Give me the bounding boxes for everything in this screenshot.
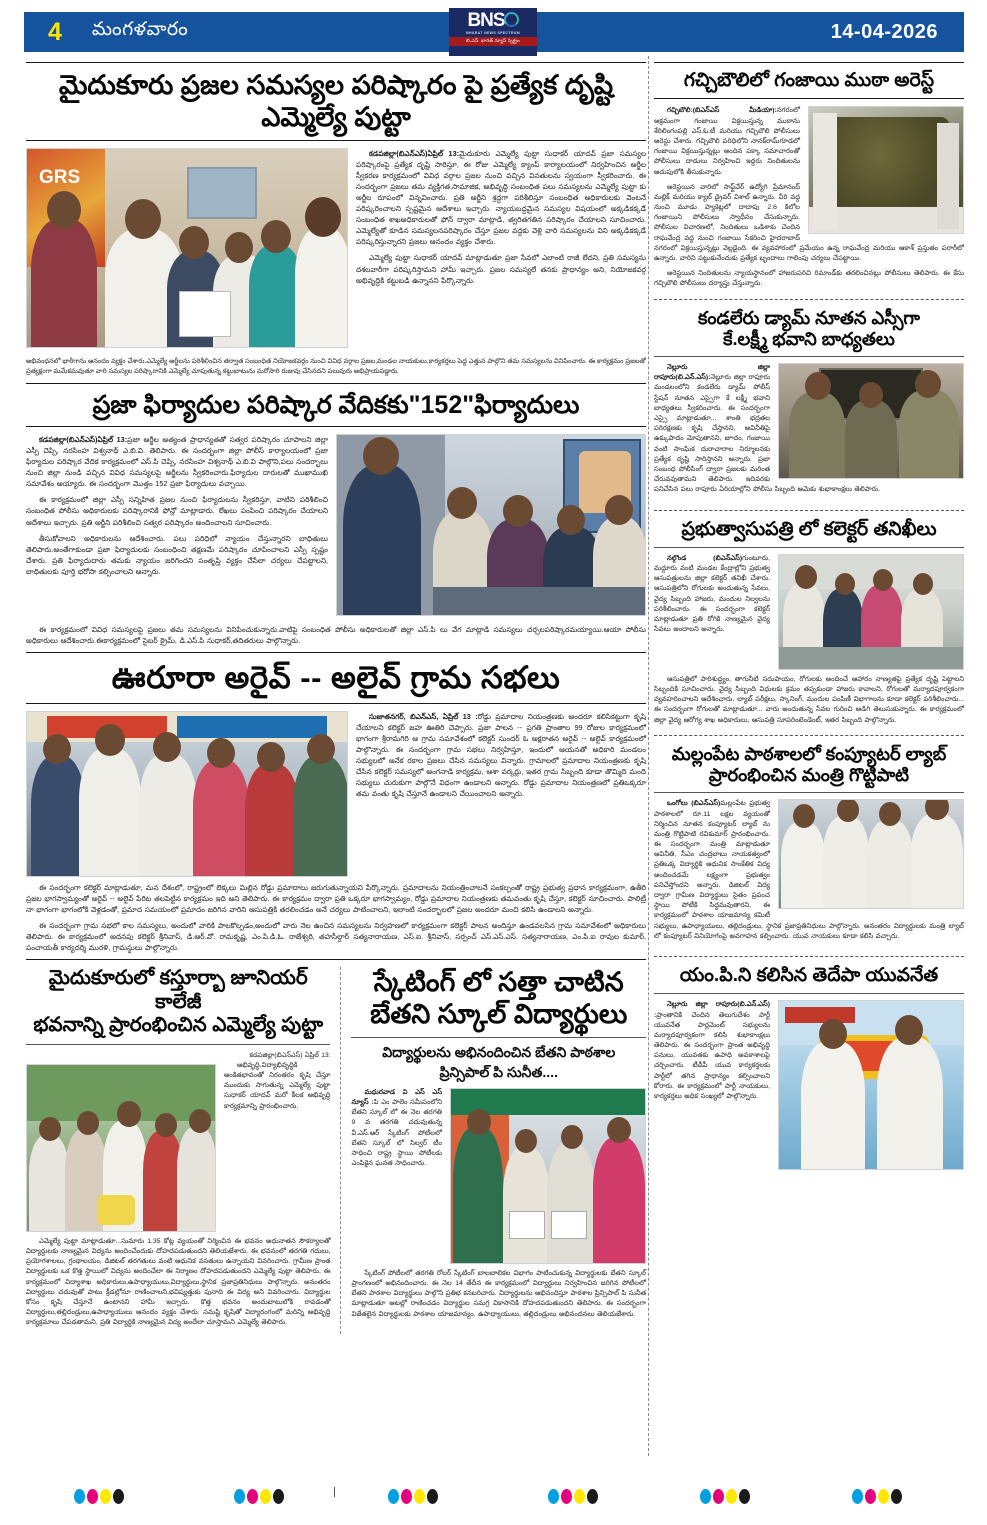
reg-dot-yellow [726, 1489, 737, 1504]
dateline: గచ్చిబౌలి:(బిఎన్ఎస్ మీడియా): [667, 107, 777, 115]
divider [654, 299, 964, 300]
figure [877, 1037, 943, 1169]
body-para-2: ఈ కార్యక్రమంలో జిల్లా ఎస్పీ సన్నిహిత ప్రజల నుంచి ఫిర్యాదులను స్వీకరిస్తూ, వాటిని పరిశీలించి సంబంధిత పోలీసు అధికారులకు పరిష్కారానికి ఫోన్లో మాట్లాడారు. లేఖలు పంపించి పరిష్కారం చేయాలని ఆదేశాలు ఇచ్చారు. ప్రతి అర్జీని పరిశీలించి సత్వర పరిష్కారం అందించాలని సూచించారు. [26, 495, 328, 527]
body-para-3: ఈ సందర్భంగా గ్రామ సభలో కాల సమస్యలు, అందులో వారికి పాలకొల్పడం,అందులో వారు నెల ఉంచిన సమస్యలను నిర్వహణలో కార్యక్రమంగా కలెక్టర్ పాలన అందిస్తూ ఉండవలసిన గ్రామ సమావేశంలో అధికారులు తెలిపారు. ఈ కార్యక్రమంలో అదనపు కలెక్టర్ శ్రీనివాస్, డి.ఆర్.వో. రామకృష్ణ, ఎం.పి.డి.ఓ. రాజేశ్వరి, తహసీల్దార్ సత్యనారాయణ, ఎస్.ఐ. శ్రీనివాస్, సర్పంచ్ ఎస్.ఎస్.ఎస్. సత్యనారాయణ, ఎం.పి.ఐ రావుల కుమార్, పంచాయతీ కార్యదర్శి మురళి, గ్రామస్థులు పాల్గొన్నారు. [26, 920, 646, 953]
figure-head [225, 232, 253, 263]
subhead-skating-line1: విద్యార్థులను అభినందించిన బేతని పాఠశాల [382, 1043, 616, 1060]
figure-head [859, 382, 883, 408]
article-praja-firyadulu [26, 383, 646, 647]
body-para-4: ఈ కార్యక్రమంలో వివిధ సమస్యలపై ప్రజలు తమ సమస్యలను వినిపించుకున్నారు.వాటిపై సంబంధిత పోలీసు అధికారులతో జిల్లా ఎస్.పి లు వేగ మాట్లాడి సమస్యలు చర్చలపరిష్కారమయ్యాయి.ఆయా పోలీసు అధికారులు ఆదేశించారు.ఈకార్యక్రమంలో సైబర్ క్రైమ్, డి.ఎస్.పి సుధాకర్,తదితరులు పాల్గొన్నారు. [26, 625, 646, 646]
figure-head [125, 199, 161, 239]
reg-dot-black [891, 1489, 902, 1504]
article-mp-tdp-youth [654, 956, 964, 1175]
reg-dot-magenta [865, 1489, 876, 1504]
figure-head [447, 487, 477, 519]
figure [899, 390, 959, 478]
reg-dot-cyan [74, 1489, 85, 1504]
body-para-1: ప్రజా అర్జీల అత్యంత ప్రాధాన్యతతో సత్వర పరిష్కారం చూపాలని జిల్లా ఎస్పీ చెప్పి, నరసింహ విశ్వనాథ్ ఎ.బి.వి. తెలిపారు. ఈ సందర్భంగా జిల్లా పోలీస్ కార్యాలయంలో ప్రజా ఫిర్యాదుల పరిష్కార వేదిక కార్యక్రమంలో ఎస్.పి చెప్పి, నరసింహ విశ్వనాథ్ ఎ.బి.వి పాల్గొని,పలు సందర్భాలు నుంచి జిల్లా నుండి వచ్చిన వివిధ సమస్యలపై అర్జీలను స్వీకరించారు.ఫిర్యాదుల దారులతో ముఖాముఖి సమావేశం అయ్యారు. ఈ సందర్భంగా మొత్తం 152 ప్రజా ఫిర్యాదులు వచ్చాయి. [26, 435, 328, 489]
headline-mp-tdp: యం.పి.ని కలిసిన తెదేపా యువనేత [679, 964, 939, 986]
figure-head [561, 1125, 583, 1149]
body-para-1: నెల్లూరు జిల్లా రాపూరు మండలంలోని కండలేరు డ్యామ్ పోలీస్ స్టేషన్ నూతన ఎస్సైగా కే లక్ష్మీ భవాని బాధ్యతలు స్వీకరించారు. ఈ సందర్భంగా ఎస్సై మాట్లాడుతూ... శాంతి భద్రతల పరిరక్షణకు కృషి చేస్తానని, అవినీతిపై ఉక్కుపాదం మోపుతానని, జూదం, గంజాయి వంటి సాంఘిక దురాచారాల నిర్మూలనకు ప్రత్యేక దృష్టి సారిస్తానని అన్నారు. ప్రజా సంబంధ పోలీసింగ్ ద్వారా ప్రజలకు మరింత చేరువవుతామని తెలిపారు. ఇదివరకు పనిచేసిన పలు రాపూరు ఏరియాల్లోని పోలీసు సిబ్బంది ఆమెకు శుభాకాంక్షలు తెలిపారు. [654, 374, 880, 494]
photo-mp-meeting [778, 1000, 964, 1170]
figure [547, 1143, 595, 1263]
body-para-1: ప్రాంతానికి చెందిన తెలుగుదేశం పార్టీ యువనేత పార్లమెంట్ సభ్యులను మర్యాదపూర్వకంగా కలిసి శుభాకాంక్షలు తెలిపారు. ఈ సందర్భంగా ప్రాంత అభివృద్ధి పనులు, యువతకు ఉపాధి అవకాశాలపై చర్చించారు. టీడీపీ యువ కార్యకర్తలకు పార్టీలో తగిన ప్రాధాన్యం కల్పించాలని కోరారు. ఈ కార్యక్రమంలో పార్టీ నాయకులు, కార్యకర్తలు అధిక సంఖ్యలో పాల్గొన్నారు. [654, 1011, 770, 1101]
article-kandaleru [654, 299, 964, 501]
reg-dot-cyan [700, 1489, 711, 1504]
reg-dot-yellow [574, 1489, 585, 1504]
figure-head [47, 191, 81, 229]
registration-strip [0, 1489, 987, 1511]
figure [503, 1147, 549, 1263]
divider [26, 140, 646, 141]
dateline: కడపజిల్లా(బిఎన్ఎస్) ఏప్రిల్ 13: [249, 1051, 331, 1059]
divider [654, 956, 964, 957]
figure [593, 1137, 645, 1263]
reg-dot-black [739, 1489, 750, 1504]
reg-group-4 [548, 1489, 598, 1504]
dateline: కడపజిల్లా(బిఎన్ఎస్)ఏప్రిల్ 13: [369, 148, 460, 158]
divider [26, 383, 646, 384]
figure-head [95, 724, 125, 756]
figure-head [873, 569, 893, 591]
reg-dot-yellow [414, 1489, 425, 1504]
photo-hospital-inspection [778, 554, 964, 670]
body-para-1: మల్లంపేట ప్రభుత్వ పాఠశాలలో రూ.11 లక్షల వ్యయంతో నిర్మించిన నూతన కంప్యూటర్ ల్యాబ్ ను మంత్రి గొట్టిపాటి రవికుమార్ ప్రారంభించారు. ఈ సందర్భంగా మంత్రి మాట్లాడుతూ అవినీతి, సీఎం చంద్రబాబు నాయకత్వంలో ప్రతిఒక్క విద్యార్థికి ఆధునిక సాంకేతిక విద్య అందించడమే లక్ష్యంగా ప్రభుత్వం పనిచేస్తోందని అన్నారు. డిజిటల్ విద్య ద్వారా గ్రామీణ విద్యార్థులు సైతం ప్రపంచ స్థాయి పోటీకి సిద్ధమవుతారని, ఈ కార్యక్రమంలో పాఠశాల యాజమాన్య కమిటీ సభ్యులు, ఉపాధ్యాయులు, తల్లిదండ్రులు, స్థానిక ప్రజాప్రతినిధులు పాల్గొన్నారు. అనంతరం విద్యార్థులకు మంత్రి ల్యాబ్ లో కంప్యూటర్ వినియోగంపై అవగాహన కల్పించారు. యువ నాయకులు కూడా కలిసి వచ్చారు. [654, 800, 964, 940]
dateline: మధురవాడ వి ఎస్ ఎస్ న్యూస్ : [351, 1088, 442, 1107]
figure-head [915, 370, 941, 398]
dateline: నెల్లూరు జిల్లా రాపూరు(బి.ఎన్.ఎస్) : [654, 1001, 770, 1019]
dateline: ఒంగోలు (బిఎన్ఎస్) [667, 800, 721, 808]
photo-police-grievance [336, 434, 646, 616]
divider [654, 62, 964, 63]
logo-subtitle: BHARAT NEWS SPECTRUM [466, 31, 520, 35]
figure-head [835, 573, 855, 595]
masthead [24, 12, 964, 52]
right-column [654, 56, 964, 1175]
reg-group-1 [74, 1489, 124, 1504]
figure [789, 392, 845, 478]
figure [911, 814, 963, 908]
reg-dot-cyan [852, 1489, 863, 1504]
kasturba-dateline-line [26, 1051, 330, 1061]
headline-kandaleru-line2: కే.లక్ష్మీ భవాని బాధ్యతలు [723, 328, 895, 349]
reg-dot-cyan [388, 1489, 399, 1504]
figure [867, 820, 913, 908]
main-column [26, 56, 646, 1334]
figure-head [43, 734, 71, 764]
figure [453, 1127, 503, 1263]
body-kasturba-cont [26, 1237, 330, 1329]
body-para-2: ఎమ్మెల్యే పుట్టా సుధాకర్ యాదవ్ మాట్లాడుతూ ప్రజా సేవలో ఎలాంటి రాజీ లేదని, ప్రతి సమస్యను దశలవారీగా పరిష్కరిస్తామని హామీ ఇచ్చారు. ప్రజల సమస్యలే తనకు ప్రాధాన్యం అని, నియోజకవర్గ అభివృద్ధికి కట్టుబడి ఉన్నానని పేర్కొన్నారు. [356, 253, 646, 285]
figure-head [207, 738, 235, 768]
figure-head [261, 220, 291, 253]
figure-head [503, 495, 533, 527]
divider [654, 792, 964, 793]
body-ganja-cont [654, 269, 964, 289]
body-praja-firyadulu-tail [26, 624, 646, 646]
headline-mallampet-line2: ప్రారంభించిన మంత్రి గొట్టిపాటి [708, 765, 910, 786]
logo-wordmark [467, 11, 518, 30]
body-para-3: తీసుకోవాలని అధికారులను ఆదేశించారు. పలు పరిధిలో న్యాయం చేస్తున్నారని బాధితులు తెలిపారు.అంతేగాకుండా ప్రజా ఫిర్యాదులకు సంబంధించి తక్షణమే పరిష్కారం చూపించాలని ఎస్పీ స్పష్టం చేశారు. ప్రతి ఫిర్యాదుదారు తమకు న్యాయం జరిగిందని సంతృప్తి వ్యక్తం చేసేలా చర్యలు చేపట్టాలని, బాధితులకు పూర్తి భరోసా కల్పించాలని అన్నారు. [26, 533, 328, 576]
reg-dot-magenta [87, 1489, 98, 1504]
figure-head [805, 372, 831, 400]
figure-head [257, 742, 285, 772]
bottom-subcolumns [26, 967, 646, 1333]
dateline: నెల్లూరు జిల్లా రాపూరు(బి.ఎన్.ఎస్): [654, 364, 770, 382]
reg-group-3 [388, 1489, 438, 1504]
reg-dot-cyan [234, 1489, 245, 1504]
figure-head [39, 1117, 61, 1141]
divider [26, 959, 646, 960]
body-para-1: నగరంలో అక్రమంగా గంజాయి విక్రయిస్తున్న ముఠాను శేరిలింగంపల్లి ఎస్.ఓ.టీ మరియు గచ్చిబౌలి పోలీసులు అరెస్టు చేశారు. గచ్చిబౌలి పరిధిలోని నానక్‌రామ్‌గూడలో గంజాయి విక్రయిస్తున్నట్లు అందిన పక్కా సమాచారంతో పోలీసులు దాడులు నిర్వహించి ఇద్దరు నిందితులను అదుపులోకి తీసుకున్నారు. [654, 107, 800, 176]
article-mydukur-mla [26, 62, 646, 377]
figure [177, 1127, 216, 1231]
logo-telugu-strip: బి.ఎన్. భారత్ న్యూస్ స్పెక్ట్రం [449, 37, 537, 46]
figure-head [515, 1129, 537, 1153]
dateline: సుజాతనగర్, బిఎన్ఎస్, ఏప్రిల్ 13 : [369, 711, 478, 721]
article-skating [351, 967, 646, 1333]
article-kasturba [26, 967, 330, 1333]
divider [26, 652, 646, 653]
figure [801, 1041, 865, 1169]
headline-ganja: గచ్చిబౌలిలో గంజాయి ముఠా అరెస్ట్ [683, 70, 935, 91]
headline-skating-line1: స్కేటింగ్ లో సత్తా చాటిన [373, 967, 624, 998]
reg-dot-cyan [548, 1489, 559, 1504]
figure [193, 760, 249, 876]
article-collector-inspection [654, 510, 964, 726]
reg-dot-magenta [561, 1489, 572, 1504]
divider [26, 1044, 330, 1045]
figure-head [77, 1111, 99, 1135]
photo-kandaleru-si [778, 363, 964, 479]
figure-head [467, 1109, 491, 1135]
figure-head [179, 226, 209, 259]
masthead-day-label: మంగళవారం [91, 19, 189, 40]
figure-head [363, 437, 399, 475]
photo-skating-winners [450, 1088, 646, 1264]
column-divider [648, 56, 649, 1456]
bns-logo [449, 8, 537, 56]
body-skating-cont [351, 1269, 646, 1320]
body-para-1: మైదుకూరు ఎమ్మెల్యే పుట్టా సుధాకర్ యాదవ్ ప్రజా సమస్యల పరిష్కారంపై ప్రత్యేక దృష్టి సారిస్తూ, ఈ రోజు ఎమ్మెల్యే క్యాంప్ కార్యాలయంలో నిర్వహించిన అర్జీల స్వీకరణ కార్యక్రమంలో వివిధ వర్గాల ప్రజల నుంచి వచ్చిన వినతులను స్వయంగా స్వీకరించారు. ఈ సందర్భంగా ప్రజలు తమ వ్యక్తిగత,సామాజిక, అభివృద్ధి సంబంధిత పలు సమస్యలను ఎమ్మెల్యే పుట్టా కు అర్జీల రూపంలో విన్నవించారు. ప్రతి అర్జీని శ్రద్ధగా పరిశీలిస్తూ సంబంధిత అధికారులకు వెంటనే పరిష్కరించాలని స్పష్టమైన ఆదేశాలు ఇచ్చారు. న్యాయబద్ధమైన సమస్యల విషయంలో అక్కడికక్కడే సంబంధిత శాఖఅధికారులతో ఫోన్ ద్వారా మాట్లాడి, త్వరితగతిన పరిష్కారం చేయాలని సూచించారు. ఎమ్మెల్యేతో కూడిన సమస్యలనపరిష్కారం చేస్తూ ప్రజల వద్దకు వెళ్లి వారి సమస్యలను విని అక్కడికక్కడే పరిష్కరిస్తున్నారని ప్రజలు ఆనందం వ్యక్తం చేశారు. [356, 148, 646, 247]
subhead-skating-line2: ప్రిన్సిపాల్ పి సునీత.... [439, 1064, 558, 1081]
figure [781, 822, 825, 908]
reg-group-2 [234, 1489, 284, 1504]
figure [31, 219, 97, 347]
figure-head [189, 1109, 211, 1133]
figure-head [607, 1117, 631, 1143]
article-ganja-arrest [654, 62, 964, 290]
subcolumn-divider [340, 967, 341, 1333]
figure-head [795, 565, 817, 589]
logo-text: BNS [467, 10, 505, 31]
divider [654, 356, 964, 357]
reg-dot-magenta [713, 1489, 724, 1504]
body-para-2: ఎమ్మెల్యే పుట్టా మాట్లాడుతూ...సుమారు 1.35 కోట్ల వ్యయంతో నిర్మించిన ఈ భవనం అధునాతన సౌకర్యాలతో విద్యార్థులకు నాణ్యమైన విద్యను అందించేందుకు దోహదపడుతుందని తెలియజేశారు. ఈ భవనంలో తరగతి గదులు, ప్రయోగశాలలు, గ్రంథాలయం, డిజిటల్ తరగతులు వంటి ఆధునిక వసతులు ఉన్నాయని వివరించారు. గ్రామీణ ప్రాంత విద్యార్థులకు ఒక కొత్త స్థాయిలో విద్యను అందించేలా ఈ నిర్మాణం దోహదపడుతుందని ఎమ్మెల్యే పుట్టా తెలిపారు. ఈ కార్యక్రమంలో విద్యాశాఖ అధికారులు,ఉపాధ్యాయులు,విద్యార్థులు,స్థానిక ప్రజాప్రతినిధులు పాల్గొన్నారు. అనంతరం విద్యార్థులు చదువుతో పాటు క్రీడల్లోనూ రాణించాలని,భవిష్యత్తుకు పునాది ఈ విద్య అని వివరించారు. విద్యార్థుల కోసం కృషి చేస్తూనే ఉంటానని హామీ ఇచ్చారు. కొత్త భవనం అందుబాటులోకి రావడంతో విద్యార్థులు,తల్లిదండ్రులు,ఉపాధ్యాయులు ఆనందం వ్యక్తం చేశారు. సమష్టి కృషితో విద్యారంగంలో మరిన్ని అభివృద్ధి కార్యక్రమాలు చేపడతామని, ప్రతి విద్యార్థికి నాణ్యమైన విద్య అందేలా చూస్తామని ఎమ్మెల్యే తెలిపారు. [26, 1237, 331, 1327]
headline-mydukur-mla: మైదుకూరు ప్రజల సమస్యల పరిష్కారం పై ప్రత్యేక దృష్టి ఎమ్మెల్యే పుట్టా [58, 70, 614, 132]
divider [654, 547, 964, 548]
figure-head [155, 1113, 177, 1137]
figure-head [153, 732, 181, 762]
reg-dot-black [427, 1489, 438, 1504]
body-para-1: అభివృద్ధి,విద్యాభివృద్ధికి అంకితభావంతో నిరంతరం కృషి చేస్తూ ముందుకు సాగుతున్న ఎమ్మెల్యే పుట్టా సుధాకర్ యాదవ్ మరో కీలక అభివృద్ధి కార్యక్రమాన్ని ప్రారంభించారు. [224, 1061, 331, 1110]
dateline: కడపజిల్లా(బిఎన్ఎస్)ఏప్రిల్ 13: [39, 435, 128, 444]
reg-dot-yellow [878, 1489, 889, 1504]
logo-swirl-icon [504, 12, 519, 27]
figure [139, 754, 197, 876]
photo-mla-handover: GRS [26, 148, 348, 348]
body-para-2: ఈ సందర్భంగా కలెక్టర్ మాట్లాడుతూ, మన దేశంలో, రాష్ట్రంలో లెక్కలు మిల్లిన రోడ్డు ప్రమాదాలు జరుగుతున్నాయని పేర్కొన్నారు. ప్రమాదాలను నియంత్రించాలనే సంకల్పంతో రాష్ట్ర ప్రభుత్వ ప్రధాన కార్యక్రమంగా, ఉతీరి ప్రజల భాగస్వామ్యంతో అరైవ్ -- అలైవ్ పేరిట తలపెట్టిన కార్యక్రమం ఇది అని తెలిపారు. ఈ కార్యక్రమం ద్వారా ప్రతి ఒక్కరూ భాగస్వామ్యం, రోడ్డు ప్రమాదాల నియంత్రణకు తమవంతు కృషి చేస్తూ, కలెక్టర్ సూచించారు. పాలిట్రీ నా భాగంగా భాగంలోకి వెళ్లడంతో, ప్రమాద సమయంలో ప్రమాదం జరిగిన వారిని ఆసుపత్రికి తరలించడం అనే చర్యలు పాటించాలని, ఇలాంటి సందర్భాలలో ప్రజల అందరూ మంచి కలిసి ఉండాలని అన్నారు. [26, 882, 646, 914]
figure [29, 1135, 69, 1231]
figure-head [605, 495, 633, 525]
reg-dot-magenta [401, 1489, 412, 1504]
divider [26, 426, 646, 427]
reg-dot-yellow [260, 1489, 271, 1504]
reg-group-5 [700, 1489, 750, 1504]
reg-group-6 [852, 1489, 902, 1504]
photo-ganja-seizure [808, 106, 964, 234]
figure [31, 756, 85, 876]
body-collector-cont [654, 675, 964, 726]
body-para-1: రోడ్డు ప్రమాదాల నియంత్రణకు అందరూ కలిసికట్టుగా కృషి చేయాలని కలెక్టర్ జహ ఊతిరి చెప్పారు. ప్రజా పాలన -- ప్రగతి ప్రాంతాల 99 రోజుల కార్యక్రమంలో భాగంగా శ్రీరామగిరి ఆ గ్రామ సమావేశంలో కలెక్టర్ సుందర్ ఓ అక్షరాతన అరైవ్ -- అలైవ్ కార్యక్రమంలో పాల్గొన్నారు. ఈ సందర్భంగా గ్రామ సభలు నిర్వహిస్తూ, ఇందులో ఆయనతో అధికారి మండలం సభ్యులలో అనేక రకాల ప్రజలు చేసిన సమస్యలు విన్నారు. గ్రామాలలో ప్రమాదాల నియంత్రణకు కృషి చేసిన కలెక్టర్ సమస్యలో అంగనాడి కార్యక్రమ, ఆశా వర్కర్లు, ఇతర గ్రామ సిబ్బంది కూడా తొమ్మిది మంది సభ్యులు చురుకుగా పాల్గొనే విధంగా ఉండాలని అన్నారు. రోడ్డు ప్రమాదాల నియంత్రణలో ప్రతిఒక్కరూ తమ వంతు కృషి చేస్తూనే ఉండాలని చేయించాలని అన్నారు. [356, 711, 646, 799]
figure [343, 465, 421, 615]
body-uroora-cont [26, 882, 646, 953]
masthead-date: 14-04-2026 [830, 20, 938, 43]
photo-kasturba-opening [26, 1064, 216, 1232]
reg-dot-black [587, 1489, 598, 1504]
photo-mallampet-minister [778, 799, 964, 909]
figure-head [305, 197, 341, 237]
figure [293, 756, 348, 876]
body-para-2: స్కేటింగ్ పోటీలలో తరగతి రోలర్ స్కేటింగ్ బాలబాలికల విభాగం పాటించుకున్న విద్యార్థులకు బేతని స్కూల్ ప్రాంగణంలో అభినందించారు. ఈ నెల 14 తేదీన ఈ కార్యక్రమంలో విద్యార్థులు నిర్వహించిన జరిగిన పోటీలలో బేతని పాఠశాల విద్యార్థులు పాల్గొని ప్రతిభ కనబరిచారు. విద్యార్థులను అభినందిస్తూ పాఠశాల ప్రిన్సిపాల్ పి సునీత మాట్లాడుతూ ఆటల్లో రాణించడం విద్యార్థుల సమగ్ర వికాసానికి దోహదపడుతుందని తెలిపారు. ఈ సందర్భంగా విజేతలైన విద్యార్థులకు పాఠశాల యాజమాన్యం, ఉపాధ్యాయులు, తల్లిదండ్రులు అభినందనలు తెలియజేశారు. [351, 1269, 646, 1318]
reg-dot-black [273, 1489, 284, 1504]
body-para-2: అరెస్టయిన వారిలో సాఫ్ట్‌వేర్ ఉద్యోగి ప్రేమానంద్ మల్లిక్ మరియు క్యాబ్ డ్రైవర్ విశాల్ ఉన్నారు. వీరి వద్ద నుంచి మూడు ప్యాకెట్లలో దాదాపు 2.6 కిలోల గంజాయిని పోలీసులు స్వాధీనం చేసుకున్నారు. పోలీసుల విచారణలో, నిందితులు ఒడిశాకు చెందిన రాఘవేంద్ర వద్ద నుంచి గంజాయి సేకరించి హైదరాబాద్ నగరంలో విక్రయిస్తున్నట్లు వెల్లడైంది. ఈ వ్యవహారంలో ప్రమేయం ఉన్న రాఘవేంద్ర మరియు ఆకాశ్ ప్రస్తుతం పరారీలో ఉన్నారు. వారిని పట్టుకునేందుకు ప్రత్యేక బృందాలు గాలింపు చర్యలు చేపట్టాయి. [654, 183, 964, 263]
figure [823, 816, 869, 908]
headline-uroora: ఊరూరా అరైవ్ -- అలైవ్ గ్రామ సభలు [111, 660, 561, 696]
body-para-3: అరెస్టయిన నిందితులను న్యాయస్థానంలో హాజరుపరిచి రిమాండ్‌కు తరలించినట్లు పోలీసులు తెలిపారు. ఈ కేసు గచ్చిబౌలి పోలీసులు దర్యాప్తు చేస్తున్నారు. [654, 270, 964, 288]
page-number: 4 [48, 17, 62, 46]
figure-head [307, 734, 335, 764]
divider [26, 62, 646, 63]
headline-kasturba-line1: మైదుకూరులో కస్తూర్బా జూనియర్ కాలేజీ [48, 967, 308, 1013]
figure-head [557, 505, 585, 535]
caption-mydukur-mla: అభివంధనలో భారీగాను ఆనందం వ్యక్తం చేశారు.ఎమ్మెల్యే అర్జీలను పరిశీలించిన తర్వాత సంబంధిత నియోజకవర్గం నుంచి వివిధ వర్గాల ప్రజల,మండల నాయకులు,కార్యకర్తలు పెద్ద ఎత్తున పాల్గొని తమ సమస్యలను వినిపించారు. ఈ కార్యక్రమం ప్రజలతో ప్రత్యక్షంగా మమేకమవుతూ వారి సమస్యల పరిష్కారానికి ఎమ్మెల్యే చూపుతున్న కట్టుబాటును మరోసారి రుజువు చేసినదని పలువురు అభిప్రాయపడ్డారు. [26, 357, 646, 375]
headline-praja-firyadulu: ప్రజా ఫిర్యాదుల పరిష్కార వేదికకు"152"ఫిర్యాదులు [92, 390, 580, 419]
figure [245, 764, 299, 876]
reg-dot-black [113, 1489, 124, 1504]
figure [79, 748, 141, 876]
body-para-1: పి ఎం పాలెం సమీపంలోని బేతని స్కూల్ లో ఈ నెల తరగతి 9 వ తరగతి చదువుతున్న వీ.ఎస్.ఆర్ స్కేటింగ్ పోటీలలో బేతని స్కూల్ లో సిల్వర్ టీం సాధించి రాష్ట్ర స్థాయి పోటీలకు ఎంపికైన ఘనత సాధించారు. [351, 1099, 442, 1168]
figure-head [913, 573, 933, 595]
article-uroora-arrive-alive [26, 652, 646, 953]
divider [26, 703, 646, 704]
figure [845, 400, 897, 478]
headline-mallampet-line1: మల్లంపేట పాఠశాలలో కంప్యూటర్ ల్యాబ్ [671, 743, 947, 764]
headline-kasturba-line2: భవనాన్ని ప్రారంభించిన ఎమ్మెల్యే పుట్టా [33, 1014, 324, 1037]
reg-dot-yellow [100, 1489, 111, 1504]
divider [654, 510, 964, 511]
photo-gram-sabha [26, 711, 348, 877]
article-mallampet-lab [654, 735, 964, 947]
figure [295, 227, 348, 347]
divider [654, 735, 964, 736]
reg-dot-magenta [247, 1489, 258, 1504]
crop-tick [334, 1487, 335, 1497]
divider [654, 98, 964, 99]
figure-head [117, 1101, 141, 1127]
dateline: నల్గొండ (బిఎన్ఎస్) [667, 554, 743, 562]
headline-collector: ప్రభుత్వాసుపత్రి లో కలెక్టర్ తనిఖీలు [681, 518, 937, 540]
body-para-2: ఆసుపత్రిలో పారిశుద్ధ్యం, తాగునీటి సదుపాయం, రోగులకు అందించే ఆహారం నాణ్యతపై ప్రత్యేక దృష్టి పెట్టాలని సిబ్బందికి సూచించారు. వైద్య సిబ్బంది విధులకు క్రమం తప్పకుండా హాజరు కావాలని, రోగులతో మర్యాదపూర్వకంగా వ్యవహరించాలని ఆదేశించారు. ల్యాబ్ పరీక్షలు, స్కానింగ్, మందుల పంపిణీ విభాగాలను కూడా కలెక్టర్ పరిశీలించారు... ఈ సందర్భంగా రోగులతో మాట్లాడుతూ... వారు అందుతున్న సేవల గురించి అడిగి తెలుసుకున్నారు. ఈ కార్యక్రమంలో జిల్లా వైద్య ఆరోగ్య శాఖ అధికారులు, ఆసుపత్రి సూపరింటెండెంట్, ఇతర సిబ్బంది పాల్గొన్నారు. [654, 675, 964, 724]
headline-skating-line2: బేతని స్కూల్ విద్యార్థులు [370, 999, 628, 1030]
divider [351, 1037, 646, 1038]
body-para-1: గుంటూరు, మద్దూరు వంటి మండల కేంద్రాల్లోని ప్రభుత్వ ఆసుపత్రులను జిల్లా కలెక్టర్ తనిఖీ చేశారు. ఆసుపత్రిలోని రోగులకు అందుతున్న సేవలు, వైద్య సిబ్బంది హాజరు, మందుల నిల్వలను పరిశీలించారు. ఈ సందర్భంగా కలెక్టర్ మాట్లాడుతూ ప్రతి రోగికి నాణ్యమైన వైద్య సేవలు అందాలని అన్నారు. [654, 554, 770, 634]
divider [654, 993, 964, 994]
headline-kandaleru-line1: కండలేరు డ్యామ్ నూతన ఎస్సీగా [698, 307, 920, 328]
